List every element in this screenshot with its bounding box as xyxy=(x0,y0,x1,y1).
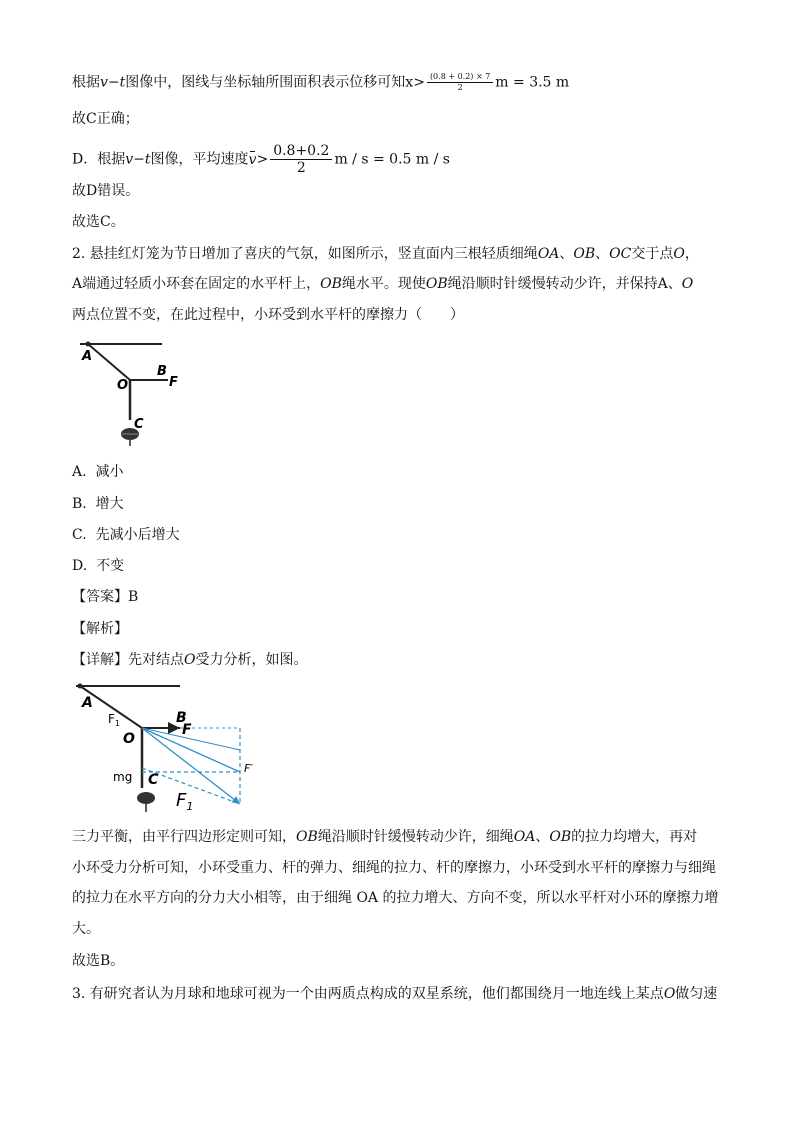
text: 受力分析，如图。 xyxy=(195,652,308,668)
option-label: A. xyxy=(72,464,87,480)
fraction xyxy=(427,72,493,93)
question-2-line-2 xyxy=(72,274,693,294)
numerator: (0.8 + 0.2) × 7 xyxy=(427,72,493,83)
label-b: B xyxy=(176,710,187,726)
solution-line-1 xyxy=(72,72,569,93)
answer-value: B xyxy=(128,589,139,605)
option-d[interactable] xyxy=(72,556,124,576)
analysis-heading: 【解析】 xyxy=(72,621,128,637)
label-o: O xyxy=(117,378,129,393)
option-text: 先减小后增大 xyxy=(95,527,180,543)
text: 三力平衡，由平行四边形定则可知， xyxy=(72,829,296,845)
var-v: v xyxy=(125,151,134,168)
var-t: t xyxy=(119,74,126,91)
sep: 、 xyxy=(559,246,574,262)
label-fprime: F′ xyxy=(244,762,253,775)
var-o: O xyxy=(673,246,685,262)
para-line-1 xyxy=(72,827,697,847)
text: ， xyxy=(684,246,699,262)
var-oa: OA xyxy=(537,246,560,262)
question-3-line-1 xyxy=(72,984,717,1004)
gt-sign: > xyxy=(413,74,425,91)
option-text: 增大 xyxy=(95,496,124,512)
label-f1: $F_1$ xyxy=(108,712,120,728)
text: 的拉力均增大，再对 xyxy=(571,829,698,845)
para-line-2: 小环受力分析可知，小环受重力、杆的弹力、细绳的拉力、杆的摩擦力，小环受到水平杆的摩擦力与细绳 xyxy=(72,860,716,876)
fraction xyxy=(270,143,332,176)
result: m / s = 0.5 m / s xyxy=(334,151,450,168)
question-2-line-1 xyxy=(72,244,699,264)
para-line-3: 的拉力在水平方向的分力大小相等，由于细绳 OA 的拉力增大、方向不变，所以水平杆对小环的摩擦力增 xyxy=(72,890,719,906)
denominator: 2 xyxy=(296,160,306,176)
text: 绳沿顺时针缓慢转动少许，并保持A、 xyxy=(447,276,682,292)
var-ob: OB xyxy=(549,829,572,845)
var-o: O xyxy=(663,986,676,1002)
solution-line-2: 故C正确； xyxy=(72,111,139,127)
option-b[interactable] xyxy=(72,494,124,514)
text: A端通过轻质小环套在固定的水平杆上， xyxy=(72,276,321,292)
option-a[interactable] xyxy=(72,462,123,482)
result: m = 3.5 m xyxy=(495,74,570,91)
label-o: O xyxy=(123,731,135,747)
text: 图像中，图线与坐标轴所围面积表示位移可知 xyxy=(125,74,406,91)
sep: 、 xyxy=(535,829,550,845)
var-x: x xyxy=(405,74,414,91)
var-vbar: v xyxy=(248,151,257,168)
var-o: O xyxy=(681,276,694,292)
text: 先对结点 xyxy=(128,652,184,668)
var-v: v xyxy=(100,74,108,91)
minus: − xyxy=(133,151,145,168)
numerator: 0.8+0.2 xyxy=(270,143,332,160)
var-ob: OB xyxy=(573,246,596,262)
text: 图像，平均速度 xyxy=(150,151,249,168)
option-label: C. xyxy=(72,527,87,543)
conclusion: 故选B。 xyxy=(72,953,125,969)
answer xyxy=(72,587,138,607)
var-ob: OB xyxy=(296,829,318,845)
sep: 、 xyxy=(595,246,610,262)
question-2-line-3: 两点位置不变，在此过程中，小环受到水平杆的摩擦力（ ） xyxy=(72,307,464,323)
text: 根据 xyxy=(72,74,100,91)
minus: − xyxy=(107,74,120,91)
text: 3. 有研究者认为月球和地球可视为一个由两质点构成的双星系统，他们都围绕月一地连线上某点 xyxy=(72,986,664,1002)
text: 绳沿顺时针缓慢转动少许，细绳 xyxy=(317,829,514,845)
option-label: B. xyxy=(72,496,87,512)
text: 绳水平。现使 xyxy=(341,276,426,292)
label-b: B xyxy=(157,364,167,379)
label-f1-bottom: $F_1$ xyxy=(176,790,194,813)
label-f: F xyxy=(169,375,178,390)
text: 交于点 xyxy=(631,246,674,262)
solution-line-5: 故选C。 xyxy=(72,214,125,230)
force-diagram xyxy=(72,680,272,820)
var-oa: OA xyxy=(513,829,536,845)
label-c: C xyxy=(134,417,144,432)
para-line-4: 大。 xyxy=(72,921,100,937)
option-label: D. xyxy=(72,558,88,574)
answer-tag: 【答案】 xyxy=(72,589,128,605)
detail-line xyxy=(72,650,307,670)
text: 2. 悬挂红灯笼为节日增加了喜庆的气氛，如图所示，竖直面内三根轻质细绳 xyxy=(72,246,538,262)
label-f: F xyxy=(182,722,192,738)
denominator: 2 xyxy=(457,83,463,92)
label-c: C xyxy=(148,772,159,788)
solution-line-4: 故D错误。 xyxy=(72,183,140,199)
var-ob: OB xyxy=(425,276,448,292)
option-c[interactable] xyxy=(72,525,180,545)
detail-tag: 【详解】 xyxy=(72,652,128,668)
label-mg: mg xyxy=(113,770,133,784)
solution-line-3 xyxy=(72,143,450,176)
label-a: A xyxy=(82,349,93,364)
text: D．根据 xyxy=(72,151,126,168)
text: 做匀速 xyxy=(675,986,718,1002)
option-text: 减小 xyxy=(95,464,124,480)
option-text: 不变 xyxy=(96,558,125,574)
var-o: O xyxy=(184,652,196,668)
gt-sign: > xyxy=(256,151,269,168)
var-oc: OC xyxy=(609,246,632,262)
label-a: A xyxy=(82,695,93,711)
var-ob: OB xyxy=(320,276,342,292)
lantern-figure xyxy=(70,338,200,450)
var-t: t xyxy=(144,151,151,168)
